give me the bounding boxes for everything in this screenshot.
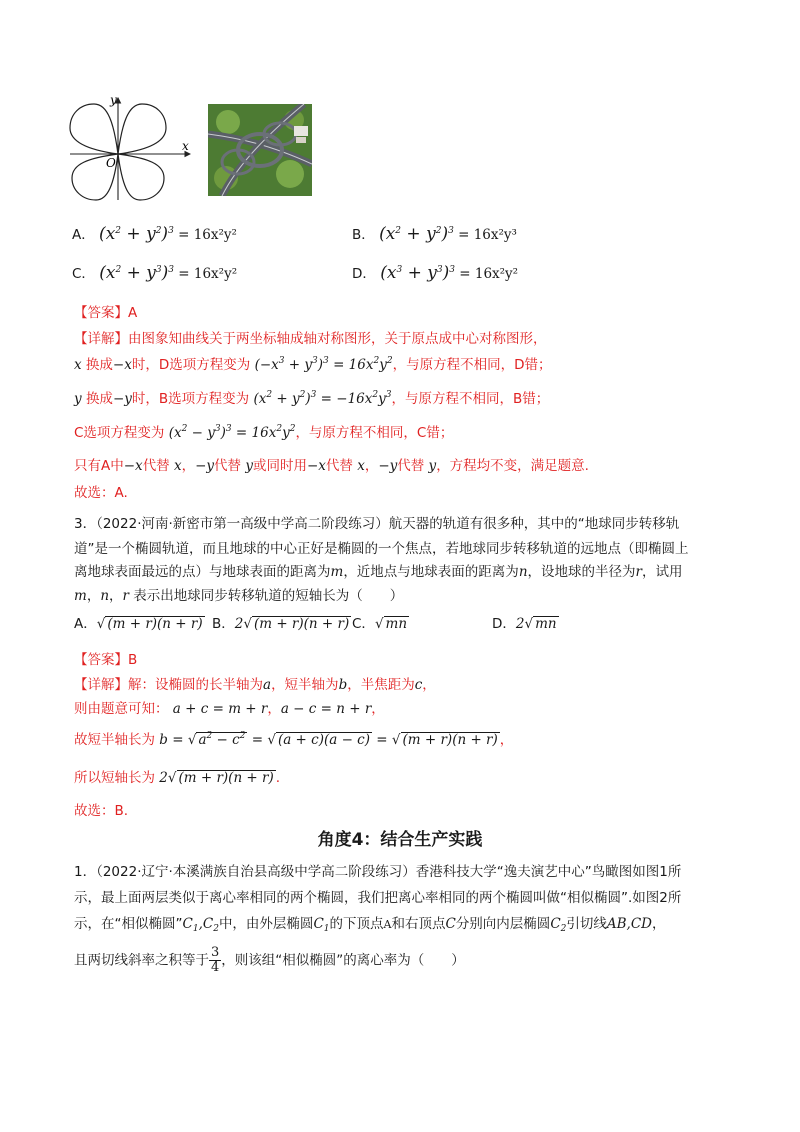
option-a-rhs: = 16x²y²: [178, 227, 237, 243]
q1-line4: 且两切线斜率之积等于 $\frac{3}{4}$ ，则该组“相似椭圆”的离心率为（ ）: [74, 945, 465, 975]
option-d-label: D．: [352, 266, 376, 282]
q3-detail2: 则由题意可知： a + c = m + r，a − c = n + r，: [74, 701, 385, 717]
option-a-formula: $(x^2 + y^2)^3$: [99, 224, 174, 244]
q3-option-d[interactable]: D．2√ mn: [492, 616, 557, 632]
detail-line-x: x 换成−x时，D选项方程变为 $(-x^3 + y^3)^3 = 16x^2y^2$，与原方程不相同，D错；: [74, 356, 552, 373]
rose-petal-top-left: [70, 104, 118, 154]
interchange-aerial-photo: [208, 104, 312, 196]
four-leaf-rose-graph: [66, 92, 196, 204]
choose-prev: 故选：A.: [74, 485, 128, 501]
q3-line4: m，n，r 表示出地球同步转移轨道的短轴长为（ ）: [74, 588, 404, 604]
detail-line-c: C选项方程变为 $(x^2 - y^3)^3 = 16x^2y^2$，与原方程不相同，C错；: [74, 424, 454, 441]
detail-line-only: 只有A中−x代替 x，−y代替 y或同时用−x代替 x，−y代替 y，方程均不变，满足题意.: [74, 458, 589, 474]
option-c[interactable]: [72, 262, 237, 283]
q3-detail3: 故短半轴长为 b = √ $a^2 - c^2$ = √ (a + c)(a − c) = √ (m + r)(n + r) ，: [74, 731, 514, 748]
q1-line3: 示，在“相似椭圆$”C_1,C_2$中，由外层椭圆$C_1$的下顶点A和右顶点C分别向内层椭圆$C_2$引切线AB,CD，: [74, 916, 666, 934]
q3-detail4: 所以短轴长为 2√ (m + r)(n + r) .: [74, 770, 281, 786]
q3-choose: 故选：B.: [74, 803, 129, 819]
option-c-formula: $(x^2 + y^3)^3$: [99, 263, 174, 283]
rose-petal-bottom-right: [118, 154, 164, 200]
option-b[interactable]: [352, 223, 517, 244]
option-c-rhs: = 16x²y²: [178, 266, 238, 282]
q3-option-c[interactable]: C．√ mn: [352, 616, 408, 632]
rose-petal-top-right: [118, 104, 166, 154]
q1-line2: 示，最上面两层类似于离心率相同的两个椭圆，我们把离心率相同的两个椭圆叫做“相似椭圆”.如图2所: [74, 890, 682, 906]
q3-option-a[interactable]: A．√ (m + r)(n + r): [74, 616, 203, 632]
option-a-label: A．: [72, 227, 95, 243]
option-d-formula: $(x^3 + y^3)^3$: [380, 263, 455, 283]
option-b-rhs: = 16x²y³: [458, 227, 517, 243]
q3-line2: 道”是一个椭圆轨道，而且地球的中心正好是椭圆的一个焦点，若地球同步转移轨道的远地点（即椭圆上: [74, 541, 689, 557]
option-d-rhs: = 16x²y²: [459, 266, 519, 282]
y-axis-label: y: [110, 93, 117, 107]
option-c-label: C．: [72, 266, 95, 282]
option-b-label: B．: [352, 227, 375, 243]
q1-fraction: $\frac{3}{4}$: [211, 945, 220, 975]
q3-line1: 3．（2022·河南·新密市第一高级中学高二阶段练习）航天器的轨道有很多种，其中的“地球同步转移轨: [74, 516, 680, 532]
detail-intro-prev: 【详解】由图象知曲线关于两坐标轴成轴对称图形，关于原点成中心对称图形，: [74, 331, 547, 347]
q3-answer: 【答案】B: [74, 652, 138, 668]
section-title: 角度4：结合生产实践: [317, 830, 483, 850]
answer-prev: 【答案】A: [74, 305, 138, 321]
x-axis-label: x: [182, 139, 189, 153]
option-b-formula: $(x^2 + y^2)^3$: [379, 224, 454, 244]
q3-detail1: 【详解】解：设椭圆的长半轴为a，短半轴为b，半焦距为c，: [74, 677, 436, 693]
option-a[interactable]: [72, 223, 237, 244]
q3-option-b[interactable]: B．2√ (m + r)(n + r): [212, 616, 350, 632]
q1-line1: 1．（2022·辽宁·本溪满族自治县高级中学高二阶段练习）香港科技大学“逸夫演艺中心”鸟瞰图如图1所: [74, 864, 682, 880]
option-d[interactable]: [352, 262, 518, 283]
origin-label: O: [106, 156, 116, 170]
detail-line-y: y 换成−y时，B选项方程变为 $(x^2 + y^2)^3 = -16x^2y^3$，与原方程不相同，B错；: [74, 390, 550, 407]
q3-line3: 离地球表面最远的点）与地球表面的距离为m，近地点与地球表面的距离为n，设地球的半径为r，试用: [74, 564, 683, 580]
